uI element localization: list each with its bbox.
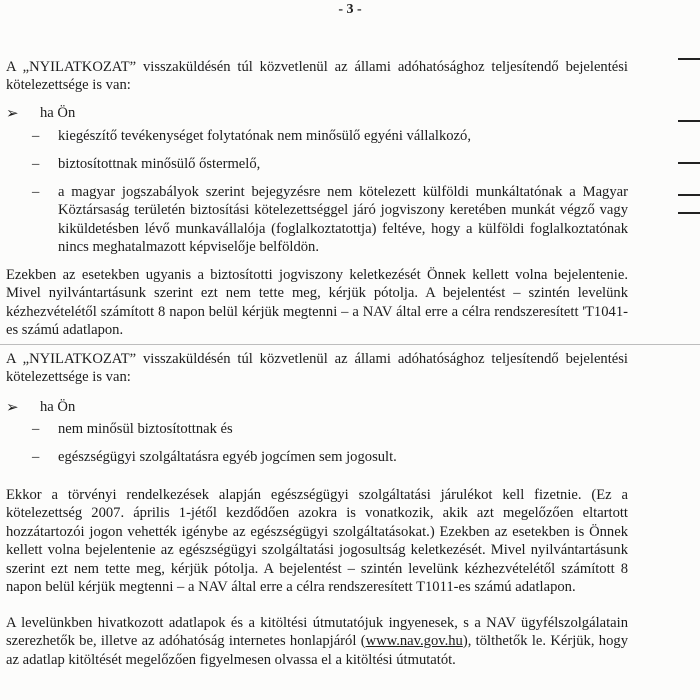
list-item <box>32 420 628 438</box>
margin-mark <box>678 58 700 60</box>
list-item-text: nem minősül biztosítottnak és <box>58 421 233 437</box>
list-item-text: egészségügyi szolgáltatásra egyéb jogcímen sem jogosult. <box>58 449 397 465</box>
section2-intro: A „NYILATKOZAT” visszaküldésén túl közvetlenül az állami adóhatósághoz teljesítendő bejelentési kötelezettsége is van: <box>6 351 628 386</box>
section2-conclusion: Ekkor a törvényi rendelkezések alapján egészségügyi szolgáltatási járulékot kell fizetnie. (Ez a kötelezettség 2007. április 1-jétől kezdődően azokra is vonatkozik, akik azt megelőzően eltartott hozzátartozói jogon vehették igénybe az egészségügyi szolgáltatásokat.) Ezekben az esetekben is Önnek kellett volna bejelentenie az egészségügyi szolgáltatási jogosultság keletkezését. Mivel nyilvántartásunk szerint ezt nem tette meg, kérjük pótolja. A bejelentést – szintén levelünk kézhezvételétől számított 8 napon belül kérjük megtenni – a NAV által erre a célra rendszeresített T1011-es számú adatlapon. <box>6 487 628 596</box>
list-item <box>32 127 628 145</box>
margin-mark <box>678 212 700 214</box>
section1-conclusion: Ezekben az esetekben ugyanis a biztosítotti jogviszony keletkezését Önnek kellett volna bejelentenie. Mivel nyilvántartásunk szerint ezt nem tette meg, kérjük pótolja. A bejelentést – szintén levelünk kézhezvételétől számított 8 napon belül kérjük megtenni – a NAV által erre a célra rendszeresített 'T1041-es számú adatlapon. <box>6 267 628 339</box>
section2-condition-text: ha Ön <box>40 399 76 415</box>
list-item-text: kiegészítő tevékenységet folytatónak nem minősülő egyéni vállalkozó, <box>58 128 471 144</box>
dash-bullet-icon: – <box>32 184 40 200</box>
section1-intro: A „NYILATKOZAT” visszaküldésén túl közvetlenül az állami adóhatósághoz teljesítendő bejelentési kötelezettsége is van: <box>6 59 628 94</box>
margin-mark <box>678 162 700 164</box>
arrow-bullet-icon: ➢ <box>6 104 19 122</box>
list-item-text: a magyar jogszabályok szerint bejegyzésre nem kötelezett külföldi munkáltatónak a Magyar Köztársaság területén biztosítási kötelezettséggel járó jogviszony keretében munkát végző vagy kiküldetésben lévő munkavállalója (foglalkoztatottja) feltéve, hogy a külföldi foglalkoztatónak nincs meghatalmazott képviselője belföldön. <box>58 184 628 256</box>
closing-text-before-link: A levelünkben hivatkozott adatlapok és a kitöltési útmutatójuk ingyenesek, s a NAV ügyfélszolgálatain szerezhetők be, illetve az adóhatóság internetes honlapjáról ( <box>6 615 628 650</box>
margin-mark <box>678 194 700 196</box>
page-number: - 3 - <box>338 2 362 17</box>
margin-mark <box>678 120 700 122</box>
nav-website-link[interactable]: www.nav.gov.hu <box>365 633 463 650</box>
arrow-bullet-icon: ➢ <box>6 398 19 416</box>
list-item <box>32 448 628 466</box>
scan-separator <box>0 344 700 345</box>
list-item <box>32 155 628 173</box>
section1-condition-text: ha Ön <box>40 105 76 121</box>
dash-bullet-icon: – <box>32 156 40 172</box>
closing-text-after-link: ), tölthetők le. Kérjük, hogy az adatlap kitöltését megelőzően figyelmesen olvassa el a kitöltési útmutatót. <box>6 633 628 668</box>
list-item <box>32 183 628 257</box>
dash-bullet-icon: – <box>32 128 40 144</box>
dash-bullet-icon: – <box>32 421 40 437</box>
closing-paragraph <box>6 614 628 669</box>
list-item-text: biztosítottnak minősülő őstermelő, <box>58 156 261 172</box>
dash-bullet-icon: – <box>32 449 40 465</box>
